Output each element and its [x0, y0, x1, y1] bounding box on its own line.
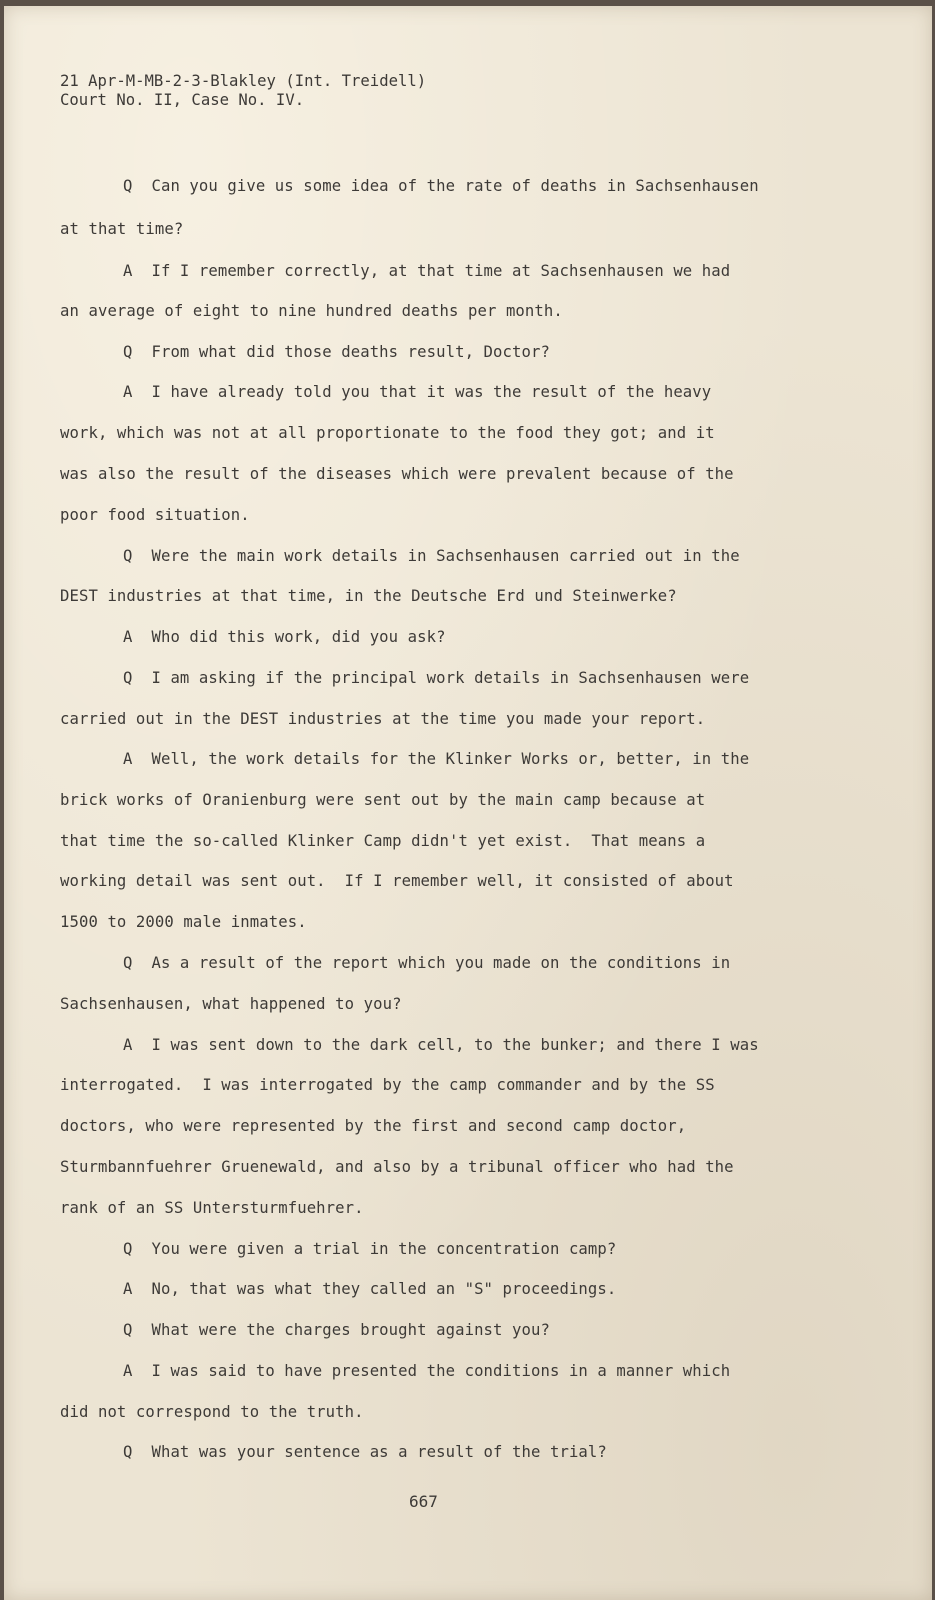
page-number: 667: [409, 1492, 438, 1511]
transcript-line: was also the result of the diseases which were prevalent because of the: [60, 465, 734, 483]
transcript-line: A I have already told you that it was the result of the heavy: [123, 383, 712, 401]
transcript-line: poor food situation.: [60, 506, 250, 524]
transcript-line: A I was said to have presented the conditions in a manner which: [123, 1362, 731, 1380]
transcript-line: Sachsenhausen, what happened to you?: [60, 995, 402, 1013]
transcript-line: 1500 to 2000 male inmates.: [60, 913, 307, 931]
transcript-line: did not correspond to the truth.: [60, 1403, 364, 1421]
transcript-line: DEST industries at that time, in the Deutsche Erd und Steinwerke?: [60, 587, 677, 605]
transcript-line: doctors, who were represented by the first and second camp doctor,: [60, 1117, 687, 1135]
transcript-line: Q As a result of the report which you made on the conditions in: [123, 954, 731, 972]
transcript-line: A I was sent down to the dark cell, to the bunker; and there I was: [123, 1036, 759, 1054]
transcript-line: Q What were the charges brought against you?: [123, 1321, 550, 1339]
transcript-line: Q What was your sentence as a result of the trial?: [123, 1443, 607, 1461]
transcript-line: work, which was not at all proportionate to the food they got; and it: [60, 424, 715, 442]
transcript-line: A Well, the work details for the Klinker Works or, better, in the: [123, 750, 750, 768]
document-page: [4, 6, 932, 1600]
header-reference-line: 21 Apr-M-MB-2-3-Blakley (Int. Treidell): [60, 72, 427, 90]
transcript-line: Q Were the main work details in Sachsenhausen carried out in the: [123, 547, 740, 565]
transcript-line: rank of an SS Untersturmfuehrer.: [60, 1199, 364, 1217]
document-header: [60, 72, 426, 110]
transcript-line: working detail was sent out. If I remember well, it consisted of about: [60, 872, 734, 890]
header-court-line: Court No. II, Case No. IV.: [60, 91, 305, 109]
transcript-line: Q You were given a trial in the concentration camp?: [123, 1240, 617, 1258]
transcript-line: that time the so-called Klinker Camp didn't yet exist. That means a: [60, 832, 706, 850]
transcript-line: an average of eight to nine hundred deaths per month.: [60, 302, 563, 320]
transcript-line: Q Can you give us some idea of the rate of deaths in Sachsenhausen: [123, 177, 759, 195]
transcript-line: A If I remember correctly, at that time at Sachsenhausen we had: [123, 262, 731, 280]
transcript-line: A No, that was what they called an "S" proceedings.: [123, 1280, 617, 1298]
transcript-line: A Who did this work, did you ask?: [123, 628, 446, 646]
transcript-line: Q I am asking if the principal work details in Sachsenhausen were: [123, 669, 750, 687]
transcript-line: interrogated. I was interrogated by the camp commander and by the SS: [60, 1076, 715, 1094]
transcript-line: carried out in the DEST industries at the time you made your report.: [60, 710, 706, 728]
transcript-line: Q From what did those deaths result, Doctor?: [123, 343, 550, 361]
transcript-line: at that time?: [60, 220, 184, 238]
transcript-line: Sturmbannfuehrer Gruenewald, and also by a tribunal officer who had the: [60, 1158, 734, 1176]
transcript-line: brick works of Oranienburg were sent out by the main camp because at: [60, 791, 706, 809]
